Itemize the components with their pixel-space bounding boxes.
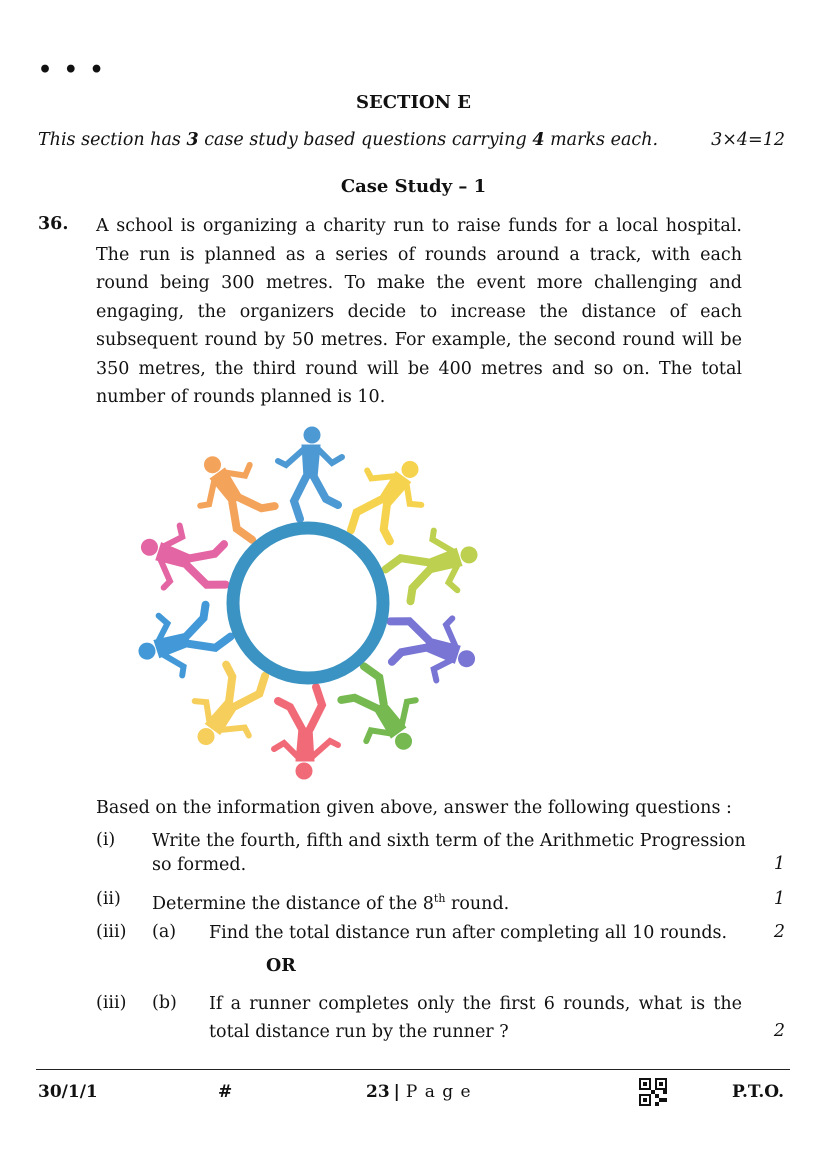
question-iii-b-text-line1: If a runner completes only the first 6 rounds, what is the — [209, 994, 742, 1014]
case-study-title: Case Study – 1 — [340, 176, 487, 197]
question-iii-a-text: Find the total distance run after completing all 10 rounds. — [209, 923, 728, 943]
runner-figure — [131, 516, 238, 605]
instruction-text-post: marks each. — [544, 130, 659, 150]
question-iii-b-sublabel: (b) — [152, 993, 177, 1013]
question-iii-b-text-line2: total distance run by the runner ? — [209, 1022, 509, 1042]
track-ring — [233, 528, 383, 678]
question-ii-text-pre: Determine the distance of the 8 — [152, 893, 434, 914]
instruction-number-marks: 4 — [532, 130, 545, 150]
footer-page-number: 23 — [366, 1082, 390, 1102]
question-i-label: (i) — [96, 830, 116, 850]
question-number: 36. — [38, 214, 69, 234]
question-iii-b-marks: 2 — [773, 1021, 785, 1041]
section-title: SECTION E — [356, 92, 471, 113]
footer-hash: # — [218, 1082, 233, 1102]
runner-figure — [377, 600, 484, 689]
footer-paper-code: 30/1/1 — [38, 1082, 98, 1102]
questions-prompt: Based on the information given above, answer the following questions : — [96, 798, 732, 818]
runner-figure — [130, 597, 237, 686]
instruction-text-pre: This section has — [38, 130, 187, 150]
question-ii-label: (ii) — [96, 889, 121, 909]
question-i-text-line1: Write the fourth, fifth and sixth term of the Arithmetic Progression — [152, 831, 746, 851]
question-iii-a-label: (iii) — [96, 922, 127, 942]
question-ii-text — [152, 887, 509, 916]
footer-page-word: P a g e — [405, 1082, 472, 1102]
runner-figures — [130, 427, 486, 779]
section-marks-total: 3×4=12 — [711, 130, 785, 150]
question-i-marks: 1 — [773, 854, 785, 874]
footer-rule — [36, 1069, 790, 1070]
section-instruction — [38, 130, 658, 150]
or-separator: OR — [266, 956, 296, 976]
footer-page — [366, 1082, 472, 1102]
footer-pto: P.T.O. — [732, 1082, 784, 1102]
header-dots: • • • — [38, 57, 106, 83]
qr-code-icon — [639, 1078, 667, 1106]
question-iii-a-sublabel: (a) — [152, 922, 177, 942]
question-ii-text-post: round. — [445, 893, 510, 914]
instruction-number-questions: 3 — [186, 130, 199, 150]
question-ii-superscript: th — [433, 892, 446, 905]
runners-ring-illustration — [128, 420, 498, 780]
case-study-paragraph: A school is organizing a charity run to raise funds for a local hospital. The run is planned as a series of rounds around a track, with each round being 300 metres. To make the event more challenging and engaging, the organizers decide to increase the distance of each subsequent round by 50 metres. For example, the second round will be 350 metres, the third round will be 400 metres and so on. The total number of rounds planned is 10. — [96, 216, 742, 407]
instruction-text-mid: case study based questions carrying — [198, 130, 533, 150]
question-iii-b-label: (iii) — [96, 993, 127, 1013]
question-ii-marks: 1 — [773, 889, 785, 909]
runner-figure — [274, 687, 338, 779]
runner-figure — [278, 427, 342, 519]
question-i-text-line2: so formed. — [152, 855, 247, 875]
question-iii-a-marks: 2 — [773, 922, 785, 942]
runner-figure — [379, 520, 486, 609]
footer-page-separator: | — [393, 1082, 400, 1102]
